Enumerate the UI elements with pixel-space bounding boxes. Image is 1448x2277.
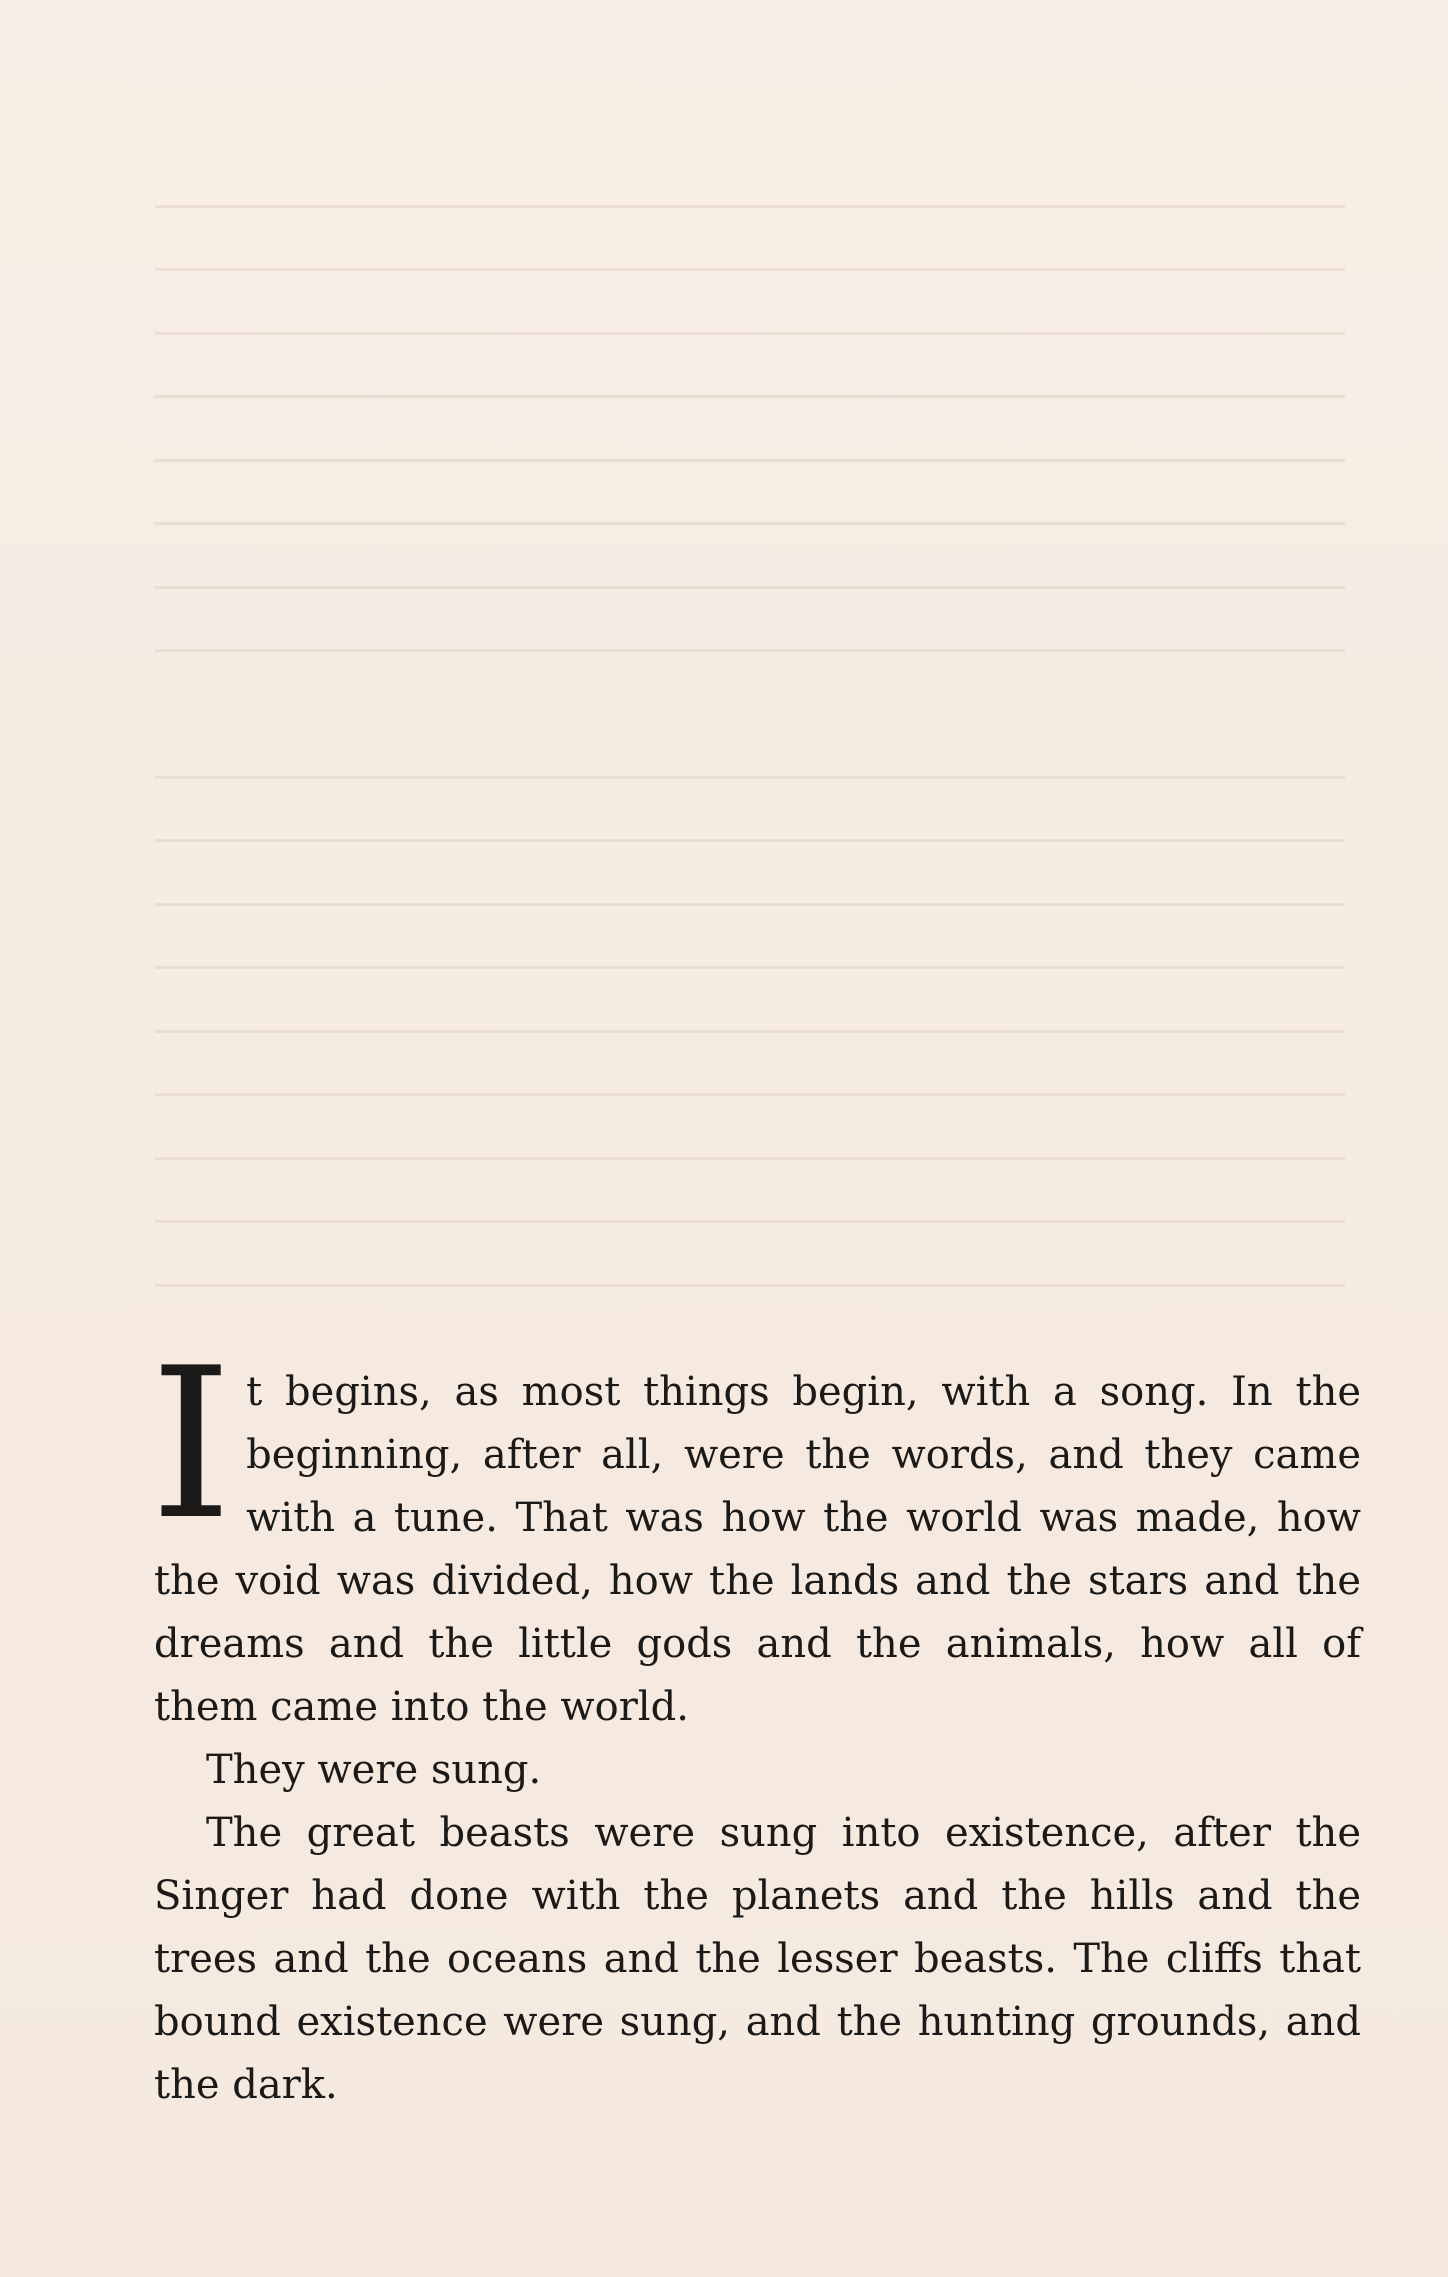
drop-cap: I xyxy=(150,1324,233,1566)
show-through-line xyxy=(155,459,1345,462)
show-through-line xyxy=(155,395,1345,398)
chapter-text xyxy=(150,1324,1361,2117)
show-through-line xyxy=(155,1157,1345,1160)
paragraph-2: They were sung. xyxy=(206,1747,542,1793)
show-through-line xyxy=(155,1220,1345,1223)
show-through-line xyxy=(155,903,1345,906)
show-through-line xyxy=(155,1030,1345,1033)
paragraph-3: The great beasts were sung into existence, after the Singer had done with the planets and the hills and the trees and the oceans and the lesser beasts. The cliffs that bound existence were sung, and the hunting grounds, and the dark. xyxy=(154,1810,1361,2108)
show-through-line xyxy=(155,649,1345,652)
show-through-line xyxy=(155,966,1345,969)
show-through-line xyxy=(155,268,1345,271)
show-through-line xyxy=(155,1093,1345,1096)
show-through-line xyxy=(155,205,1345,208)
show-through-line xyxy=(155,776,1345,779)
show-through-line xyxy=(155,522,1345,525)
show-through-line xyxy=(155,1284,1345,1287)
show-through-line xyxy=(155,332,1345,335)
opening-paragraph xyxy=(150,1324,1361,1739)
show-through-line xyxy=(155,839,1345,842)
show-through-line xyxy=(155,586,1345,589)
opening-text: t begins, as most things begin, with a song. In the beginning, after all, were the words, and they came with a tune. That was how the world was made, how the void was divided, how the lands and the stars and the dreams and the little gods and the animals, how all of them came into the world. xyxy=(154,1369,1361,1730)
